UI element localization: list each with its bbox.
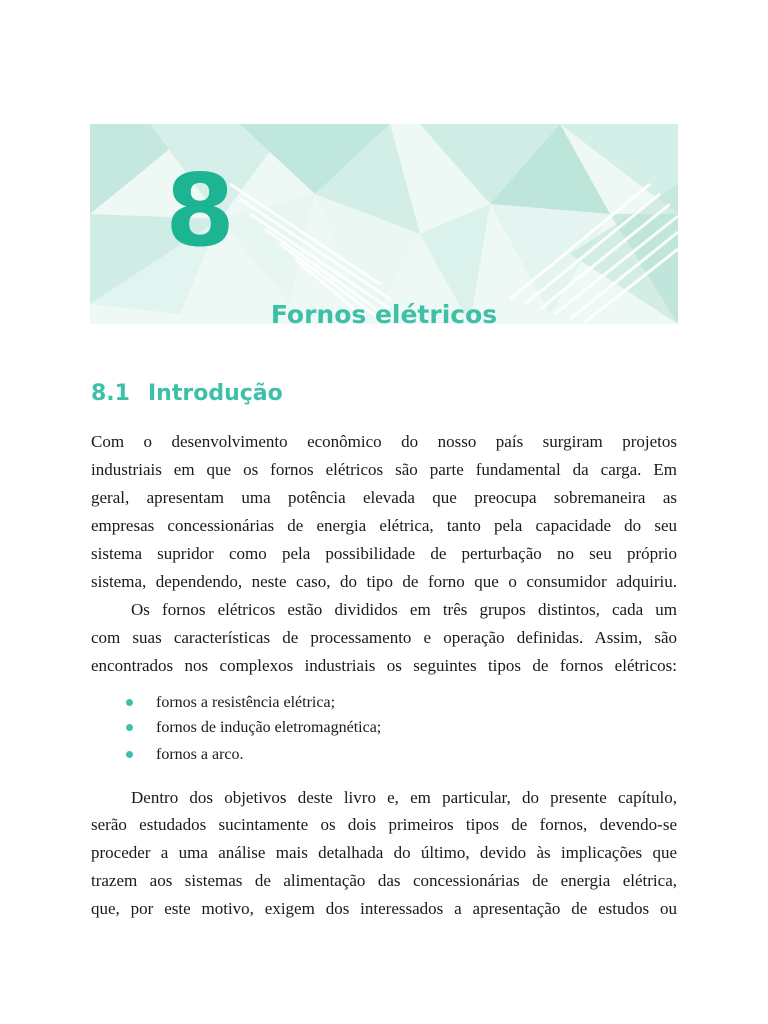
paragraph-line: Os fornos elétricos estão divididos em três grupos distintos, cada um	[131, 600, 677, 619]
paragraph-line: Dentro dos objetivos deste livro e, em particular, do presente capítulo,	[131, 788, 677, 807]
chapter-title: Fornos elétricos	[270, 300, 498, 329]
list-item-text: fornos a resistência elétrica;	[156, 694, 336, 711]
chapter-banner	[90, 124, 678, 348]
section-heading	[91, 374, 283, 414]
section-number: 8.1	[91, 381, 130, 406]
paragraph-line: que, por este motivo, exigem dos interessados a apresentação de estudos ou	[91, 899, 677, 918]
bullet-icon	[126, 699, 133, 706]
bullet-icon	[126, 724, 133, 731]
paragraph-line: sistema, dependendo, neste caso, do tipo de forno que o consumidor adquiriu.	[91, 572, 677, 591]
paragraph-line: sistema supridor como pela possibilidade de perturbação no seu próprio	[91, 544, 677, 563]
section-title: Introdução	[148, 381, 283, 406]
list-item-text: fornos de indução eletromagnética;	[156, 719, 382, 736]
chapter-number: 8	[165, 152, 231, 269]
paragraph-line: empresas concessionárias de energia elétrica, tanto pela capacidade do seu	[91, 516, 677, 535]
paragraph-line: trazem aos sistemas de alimentação das concessionárias de energia elétrica,	[91, 871, 677, 890]
bullet-icon	[126, 751, 133, 758]
paragraph-line: encontrados nos complexos industriais os seguintes tipos de fornos elétricos:	[91, 656, 677, 675]
paragraph-line: com suas características de processamento e operação definidas. Assim, são	[91, 628, 677, 647]
list-item-text: fornos a arco.	[156, 746, 244, 763]
paragraph-line: serão estudados sucintamente os dois primeiros tipos de fornos, devendo-se	[91, 815, 677, 834]
paragraph-line: Com o desenvolvimento econômico do nosso país surgiram projetos	[91, 432, 677, 451]
paragraph-line: industriais em que os fornos elétricos são parte fundamental da carga. Em	[91, 460, 677, 479]
paragraph-line: proceder a uma análise mais detalhada do último, devido às implicações que	[91, 843, 677, 862]
paragraph-line: geral, apresentam uma potência elevada que preocupa sobremaneira as	[91, 488, 677, 507]
